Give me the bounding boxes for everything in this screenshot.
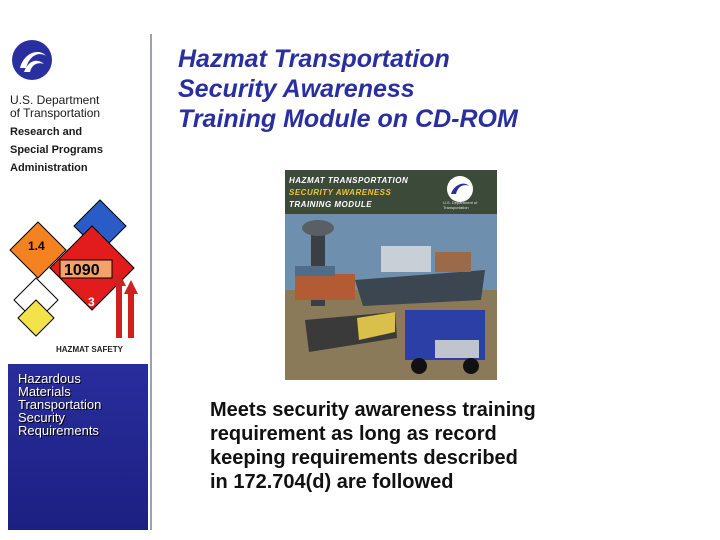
body-line-4: in 172.704(d) are followed <box>210 471 454 493</box>
placard-1090-text: 1090 <box>64 262 100 279</box>
cd-line-3: TRAINING MODULE <box>289 200 373 209</box>
page-title <box>178 44 698 134</box>
vertical-divider <box>150 34 152 530</box>
sidebar-caption <box>18 372 146 437</box>
caption-line-4: Security <box>18 410 65 425</box>
dot-logo-icon <box>10 38 54 82</box>
title-line-2: Security Awareness <box>178 75 415 103</box>
cd-line-1: HAZMAT TRANSPORTATION <box>289 176 409 185</box>
title-line-1: Hazmat Transportation <box>178 45 450 73</box>
body-line-2: requirement as long as record <box>210 423 497 445</box>
admin-line-2: Special Programs <box>10 144 103 156</box>
cd-agency-text: U.S. Department of Transportation <box>443 200 478 210</box>
caption-line-1: Hazardous <box>18 371 81 386</box>
title-line-3: Training Module on CD-ROM <box>178 105 518 133</box>
caption-line-5: Requirements <box>18 423 99 438</box>
dept-line-2: of Transportation <box>10 106 101 120</box>
hazmat-placards-icon <box>8 186 148 364</box>
admin-line-1: Research and <box>10 126 83 138</box>
placard-1-4-text: 1.4 <box>28 239 45 253</box>
body-line-1: Meets security awareness training <box>210 399 536 421</box>
dot-logo-block <box>8 38 148 178</box>
body-text <box>210 398 670 494</box>
hazmat-placards-image <box>8 186 148 364</box>
body-line-3: keeping requirements described <box>210 447 518 469</box>
hazmat-safety-label: HAZMAT SAFETY <box>56 345 123 354</box>
caption-line-2: Materials <box>18 384 71 399</box>
admin-line-3: Administration <box>10 162 88 174</box>
cd-line-2: SECURITY AWARENESS <box>289 188 392 197</box>
caption-line-3: Transportation <box>18 397 102 412</box>
cd-cover-image <box>285 170 497 380</box>
placard-3-text: 3 <box>88 295 95 309</box>
agency-name <box>10 94 150 174</box>
dept-line-1: U.S. Department <box>10 93 100 107</box>
